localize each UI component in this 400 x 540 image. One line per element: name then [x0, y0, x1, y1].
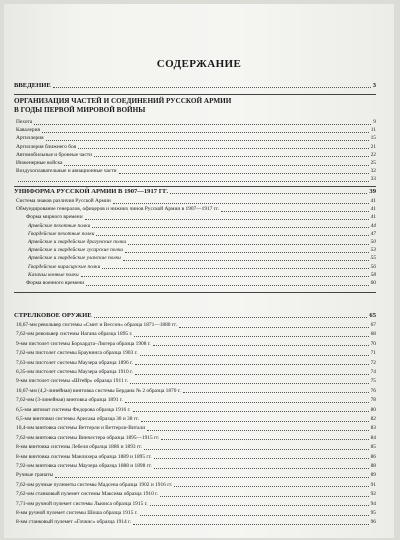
leader-dots [154, 458, 369, 459]
page-number: 80 [370, 406, 376, 413]
leader-dots [135, 374, 369, 375]
entry-title: Казачьи конные полки [28, 271, 79, 278]
section-divider [14, 292, 376, 293]
page-number: 65 [369, 312, 376, 319]
page-number: 60 [370, 280, 376, 286]
page-number: 67 [370, 322, 376, 328]
leader-dots [179, 327, 369, 328]
entry-title: Артиллерия ближнего боя [16, 143, 77, 150]
toc-entry [16, 395, 376, 404]
toc-entry [16, 376, 376, 385]
page-number: 76 [370, 387, 376, 394]
page-number: 86 [370, 453, 376, 460]
page-number: 85 [370, 444, 376, 451]
toc-entry [16, 367, 376, 376]
leader-dots [140, 515, 369, 516]
toc-entry [16, 329, 376, 338]
entry-title: Инженерные войска [16, 160, 63, 166]
entry-title: 7,92-мм винтовка системы Маузера образца 1888 и 1898 гг. [16, 463, 152, 469]
toc-entry [16, 442, 376, 451]
leader-dots [170, 193, 367, 194]
entry-title: СТРЕЛКОВОЕ ОРУЖИЕ [14, 312, 92, 319]
entry-title: 6,5-мм автомат системы Федорова образца 1916 г. [16, 406, 131, 413]
page-number: 71 [370, 350, 376, 357]
entry-title: 9-мм пистолет системы «Штейр» образца 1911 г. [16, 378, 128, 385]
leader-dots [94, 317, 368, 318]
page-number: 75 [370, 378, 376, 385]
leader-dots [130, 383, 369, 384]
entry-title: 10,67-мм (4,2-линейная) винтовка системы Бердана № 2 образца 1870 г. [16, 387, 181, 394]
page-number: 15 [370, 135, 376, 142]
page-number: 41 [370, 206, 376, 213]
toc-entry [16, 423, 376, 432]
entry-title: 7,62-мм револьвер системы Нагана образца 1895 г. [16, 331, 133, 338]
entry-title: Пехота [16, 119, 33, 125]
section-divider [14, 94, 376, 95]
entry-title: 8-мм станковый пулемет «Гочкис» образца 1914 г. [16, 519, 132, 526]
leader-dots [133, 411, 369, 412]
entry-title: 7,62-мм (3-линейная) винтовка образца 1891 г. [16, 397, 123, 404]
page-number: 32 [370, 168, 376, 175]
leader-dots [125, 402, 369, 403]
entry-title: Армейские пехотные полки [28, 222, 91, 229]
page-number: 21 [370, 143, 376, 150]
page-number: 68 [370, 331, 376, 338]
page-number: 39 [369, 188, 376, 195]
page-number: 96 [370, 519, 376, 526]
entry-title: 6,5-мм винтовки системы Арисака образца 30 и 38 гг. [16, 416, 139, 422]
toc-entry [16, 489, 376, 498]
toc-entry [16, 339, 376, 348]
page-number: 9 [373, 119, 376, 125]
page-number: 82 [370, 416, 376, 422]
page-number: 78 [370, 397, 376, 404]
entry-title: Автомобильные и бронеые части [16, 151, 93, 158]
toc-entry [16, 508, 376, 517]
entry-title: 7,63-мм пистолет системы Маузера образца 1896 г. [16, 359, 133, 366]
toc-entry [16, 174, 376, 183]
page-number: 88 [370, 463, 376, 469]
entry-title: 6,35-мм пистолет системы Маузера образца 1910 г. [16, 369, 133, 375]
entry-title: 10,4-мм винтовка системы Веттерли и Веттерли-Витали [16, 425, 146, 432]
entry-title: Армейские и гвардейские уланские полки [28, 255, 121, 262]
entry-title: 7,62-мм пистолет системы Браунинга образца 1903 г. [16, 350, 138, 357]
leader-dots [153, 345, 369, 346]
entry-title: УНИФОРМА РУССКОЙ АРМИИ В 1907—1917 ГГ. [14, 188, 169, 195]
page-number: 94 [370, 500, 376, 507]
leader-dots [183, 392, 369, 393]
page-number: 70 [370, 340, 376, 347]
page-number: 72 [370, 359, 376, 366]
page-number: 74 [370, 369, 376, 375]
page-number: 44 [370, 222, 376, 229]
page-number: 91 [370, 481, 376, 488]
entry-title: 8-мм ручной пулемет системы Шоша образца 1915 г. [16, 510, 138, 516]
page-number: 92 [370, 491, 376, 498]
leader-dots [18, 181, 369, 182]
page-number: 89 [370, 472, 376, 479]
toc-entry [16, 414, 376, 423]
contents-title: СОДЕРЖАНИЕ [156, 58, 242, 70]
section-heading [14, 310, 376, 319]
leader-dots [154, 468, 369, 469]
leader-dots [141, 421, 369, 422]
toc-entry [16, 517, 376, 526]
entry-title: Армейские и гвардейские гусарские полки [28, 247, 123, 254]
entry-title: Артиллерия [16, 135, 44, 142]
page-number: 50 [370, 239, 376, 245]
toc-entry [16, 499, 376, 508]
page-number: 84 [370, 434, 376, 441]
entry-title: 7,62-мм винтовка системы Винчестера образца 1895—1915 гг. [16, 434, 160, 441]
page-number: 41 [370, 198, 376, 204]
page-number: 47 [370, 230, 376, 237]
toc-entry [16, 433, 376, 442]
page-number: 56 [370, 263, 376, 270]
toc-entry [16, 470, 376, 479]
page-number: 83 [370, 425, 376, 432]
entry-title: Воздухоплавательные и авиационные части [16, 168, 117, 175]
page-number: 95 [370, 510, 376, 516]
book-page [4, 4, 394, 538]
entry-title: Система знаков различия Русской Армии [16, 198, 111, 204]
entry-title: 7,71-мм ручной пулемет системы Льюиса образца 1915 г. [16, 500, 148, 507]
page-number: 58 [370, 271, 376, 278]
section-heading [14, 97, 231, 115]
entry-title: 8-мм винтовка системы Лебеля образца 1886 и 1893 гг. [16, 444, 143, 451]
page-number: 33 [370, 176, 376, 183]
page-number: 55 [370, 255, 376, 262]
page-number: 25 [370, 160, 376, 166]
leader-dots [144, 449, 369, 450]
leader-dots [55, 477, 369, 478]
toc-entry [16, 480, 376, 489]
page-number: 3 [372, 82, 376, 89]
leader-dots [150, 505, 369, 506]
heading-line: ОРГАНИЗАЦИЯ ЧАСТЕЙ И СОЕДИНЕНИЙ РУССКОЙ АРМИИ [14, 97, 232, 105]
entry-title: 7,62-мм ручные пулеметы системы Мадсена образца 1902 и 1916 гг. [16, 481, 173, 488]
toc-entry [26, 278, 376, 287]
entry-title: Кавалерия [16, 127, 40, 134]
leader-dots [140, 355, 369, 356]
entry-title: 9-мм пистолет системы Борхардта–Люгера образца 1908 г. [16, 340, 151, 347]
toc-entry [16, 452, 376, 461]
leader-dots [53, 87, 371, 88]
leader-dots [160, 496, 369, 497]
entry-title: 10,67-мм револьвер системы «Смит и Вессон» образца 1871—1880 гг. [16, 322, 178, 328]
toc-entry [16, 320, 376, 329]
leader-dots [135, 364, 369, 365]
entry-title: 8-мм винтовка системы Манлихера образца 1889 и 1895 гг. [16, 453, 152, 460]
leader-dots [147, 430, 368, 431]
toc-entry [16, 348, 376, 357]
entry-title: Гвардейские пехотные полки [28, 230, 95, 237]
entry-title: ВВЕДЕНИЕ [14, 82, 51, 89]
toc-entry [16, 405, 376, 414]
page-number: 53 [370, 247, 376, 254]
section-heading [14, 186, 376, 195]
leader-dots [174, 486, 368, 487]
leader-dots [133, 524, 369, 525]
entry-title: Гвардейские кирасирские полки [28, 263, 101, 270]
leader-dots [134, 336, 368, 337]
page-number: 22 [370, 151, 376, 158]
entry-title: Форма мирного времени [26, 214, 83, 221]
toc-entry [16, 461, 376, 470]
entry-title: Обмундирование генералов, офицеров и нижних чинов Русской Армии в 1907—1917 гг. [16, 206, 219, 213]
entry-title: Армейские и гвардейские драгунские полки [28, 239, 127, 245]
leader-dots [86, 285, 368, 286]
entry-title: 7,62-мм станковый пулемет системы Максима образца 1910 г. [16, 491, 159, 498]
leader-dots [161, 439, 368, 440]
entry-title: Форма военного времени [26, 280, 85, 286]
toc-entry [16, 358, 376, 367]
page-number: 41 [370, 214, 376, 221]
page-number: 11 [370, 127, 376, 134]
section-heading [14, 80, 376, 89]
entry-title: Ручные гранаты [16, 472, 54, 479]
toc-entry [16, 386, 376, 395]
heading-line: В ГОДЫ ПЕРВОЙ МИРОВОЙ ВОЙНЫ [14, 106, 146, 114]
